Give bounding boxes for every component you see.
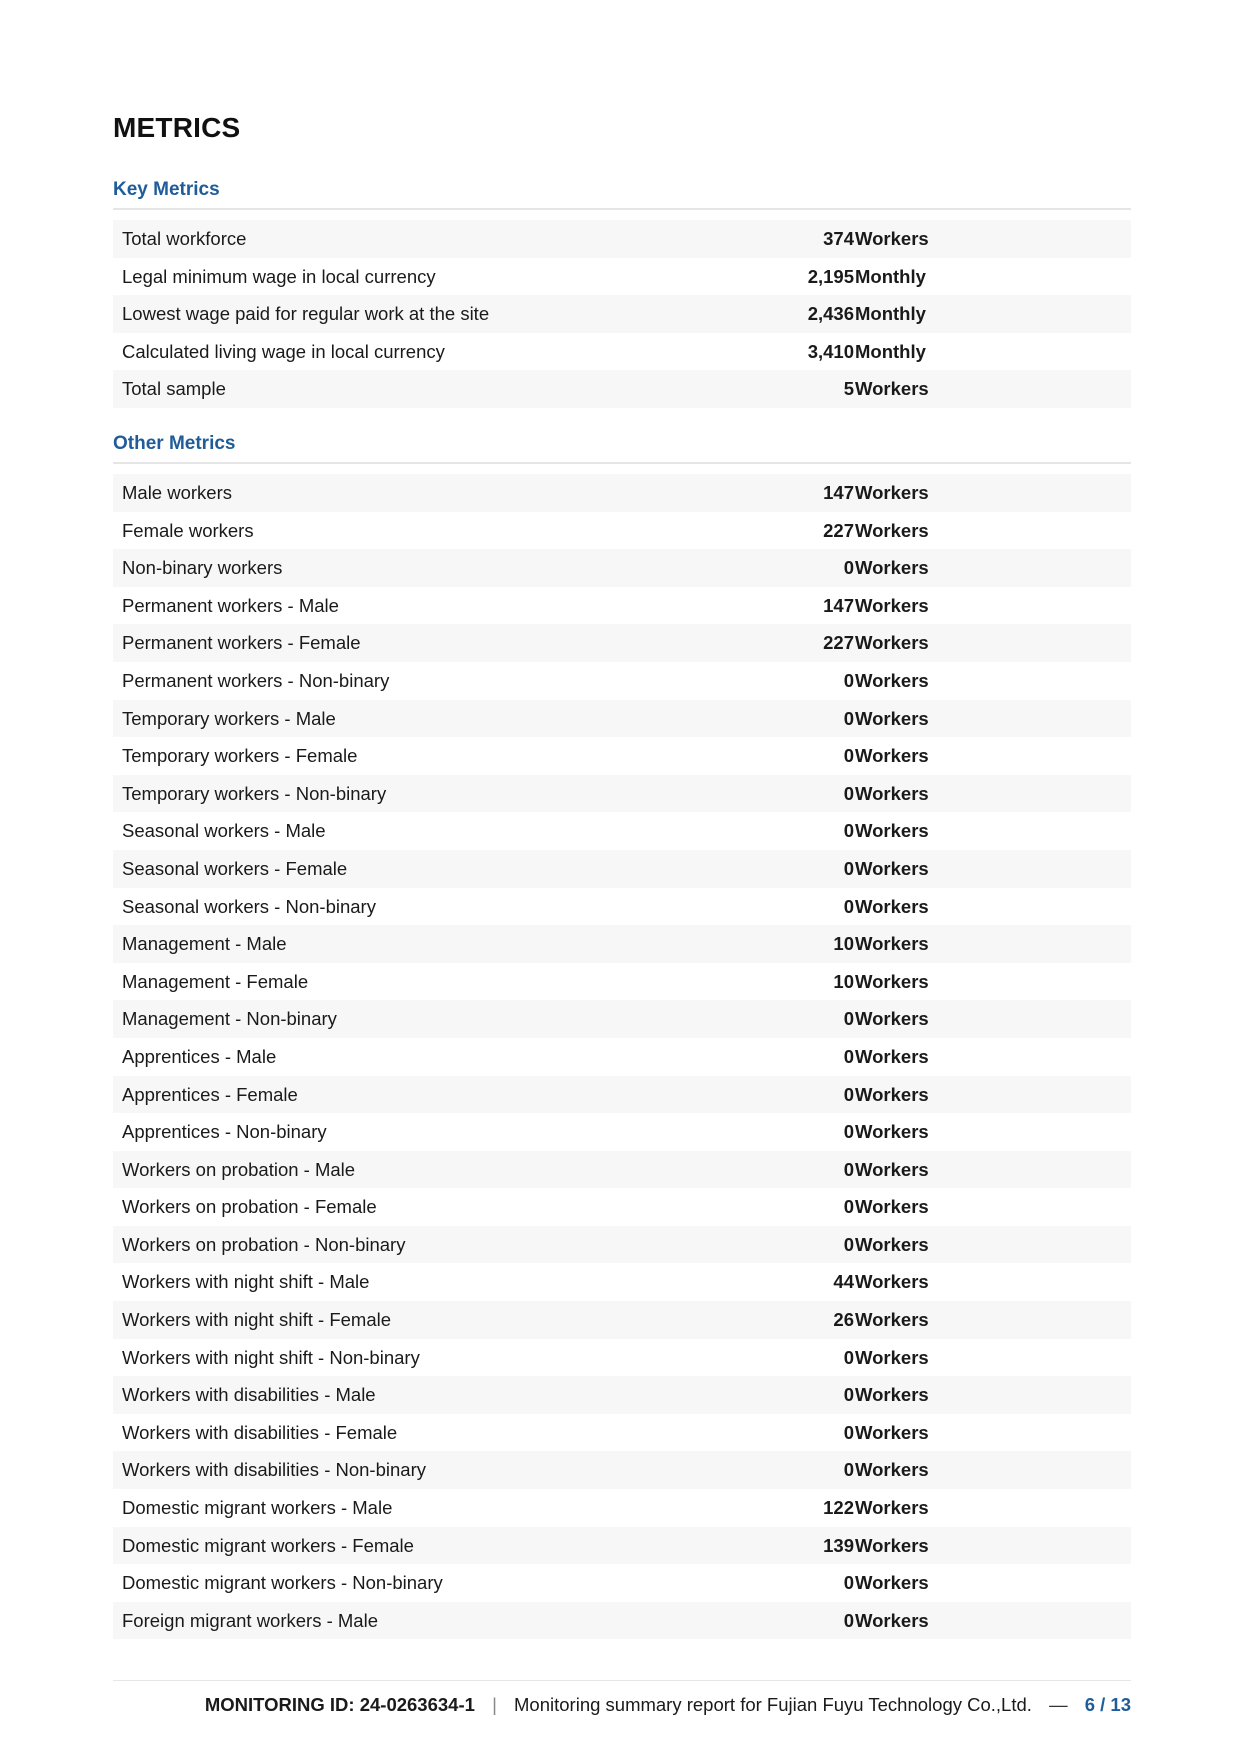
metric-unit: Workers bbox=[855, 1309, 929, 1331]
metric-row bbox=[113, 370, 1131, 408]
metric-unit: Workers bbox=[855, 594, 929, 616]
metric-value: 0 bbox=[843, 745, 854, 767]
footer-separator: | bbox=[492, 1694, 497, 1715]
metric-label: Apprentices - Male bbox=[122, 1045, 277, 1067]
metric-label: Seasonal workers - Female bbox=[122, 857, 348, 879]
metric-unit: Workers bbox=[855, 1045, 929, 1067]
metric-row bbox=[113, 1113, 1131, 1151]
metric-row bbox=[113, 1451, 1131, 1489]
metric-value: 0 bbox=[843, 1384, 854, 1406]
metric-value: 0 bbox=[843, 1609, 854, 1631]
footer-dash: — bbox=[1049, 1694, 1068, 1715]
other-metrics-heading: Other Metrics bbox=[113, 430, 1131, 464]
metric-value: 0 bbox=[843, 1346, 854, 1368]
metric-row bbox=[113, 1489, 1131, 1527]
metric-row bbox=[113, 587, 1131, 625]
metric-row bbox=[113, 700, 1131, 738]
metric-unit: Workers bbox=[855, 1233, 929, 1255]
metric-label: Temporary workers - Male bbox=[122, 707, 336, 729]
metric-row bbox=[113, 1151, 1131, 1189]
metric-unit: Workers bbox=[855, 1534, 929, 1556]
metric-row bbox=[113, 1000, 1131, 1038]
page-footer bbox=[205, 1694, 1131, 1716]
metric-row bbox=[113, 220, 1131, 258]
metric-row bbox=[113, 1076, 1131, 1114]
metric-value: 2,436 bbox=[807, 303, 854, 325]
metric-unit: Workers bbox=[855, 1572, 929, 1594]
metric-unit: Workers bbox=[855, 1083, 929, 1105]
metric-unit: Workers bbox=[855, 970, 929, 992]
metric-unit: Workers bbox=[855, 1421, 929, 1443]
metric-label: Temporary workers - Non-binary bbox=[122, 782, 387, 804]
metric-label: Total workforce bbox=[122, 228, 247, 249]
metric-value: 0 bbox=[843, 1121, 854, 1143]
metric-value: 227 bbox=[823, 519, 854, 541]
metric-row bbox=[113, 888, 1131, 926]
metric-row bbox=[113, 1527, 1131, 1565]
metric-label: Domestic migrant workers - Non-binary bbox=[122, 1572, 443, 1594]
metric-label: Seasonal workers - Non-binary bbox=[122, 895, 376, 917]
metric-value: 0 bbox=[843, 1233, 854, 1255]
key-metrics-section bbox=[113, 176, 1131, 408]
metric-unit: Workers bbox=[855, 820, 929, 842]
metric-row bbox=[113, 1188, 1131, 1226]
metric-value: 0 bbox=[843, 1196, 854, 1218]
metric-unit: Workers bbox=[855, 782, 929, 804]
metric-label: Temporary workers - Female bbox=[122, 745, 358, 767]
metric-label: Domestic migrant workers - Male bbox=[122, 1497, 393, 1519]
footer-divider bbox=[113, 1680, 1131, 1681]
metric-row bbox=[113, 1263, 1131, 1301]
metric-value: 2,195 bbox=[807, 265, 854, 287]
metric-row bbox=[113, 295, 1131, 333]
metric-unit: Workers bbox=[855, 1609, 929, 1631]
metric-row bbox=[113, 333, 1131, 371]
metric-unit: Workers bbox=[855, 482, 929, 503]
metric-unit: Workers bbox=[855, 1008, 929, 1030]
metric-label: Male workers bbox=[122, 482, 232, 503]
metric-value: 122 bbox=[823, 1497, 854, 1519]
metric-value: 5 bbox=[843, 378, 854, 400]
metric-value: 0 bbox=[843, 1421, 854, 1443]
metric-label: Workers with night shift - Non-binary bbox=[122, 1346, 420, 1368]
metric-label: Female workers bbox=[122, 519, 254, 541]
metric-label: Workers on probation - Female bbox=[122, 1196, 377, 1218]
key-metrics-heading: Key Metrics bbox=[113, 176, 1131, 210]
metric-unit: Workers bbox=[855, 745, 929, 767]
page-title: METRICS bbox=[113, 112, 241, 143]
metric-row bbox=[113, 963, 1131, 1001]
metric-label: Management - Female bbox=[122, 970, 309, 992]
metric-unit: Workers bbox=[855, 378, 929, 400]
metric-label: Workers on probation - Male bbox=[122, 1158, 356, 1180]
metric-value: 0 bbox=[843, 1008, 854, 1030]
metric-row bbox=[113, 850, 1131, 888]
metric-value: 44 bbox=[833, 1271, 854, 1293]
metric-value: 0 bbox=[843, 1158, 854, 1180]
metric-value: 0 bbox=[843, 1045, 854, 1067]
metric-unit: Workers bbox=[855, 1121, 929, 1143]
metric-row bbox=[113, 1414, 1131, 1452]
metric-unit: Workers bbox=[855, 1271, 929, 1293]
metric-label: Management - Non-binary bbox=[122, 1008, 337, 1030]
metric-label: Apprentices - Non-binary bbox=[122, 1121, 327, 1143]
metric-unit: Workers bbox=[855, 933, 929, 955]
metric-value: 0 bbox=[843, 857, 854, 879]
metric-row bbox=[113, 474, 1131, 512]
metric-label: Legal minimum wage in local currency bbox=[122, 265, 436, 287]
metric-value: 227 bbox=[823, 632, 854, 654]
monitoring-id: MONITORING ID: 24-0263634-1 bbox=[204, 1694, 475, 1715]
report-title: Monitoring summary report for Fujian Fuyu Technology Co.,Ltd. bbox=[514, 1694, 1032, 1715]
metric-value: 0 bbox=[843, 707, 854, 729]
metric-row bbox=[113, 512, 1131, 550]
metric-row bbox=[113, 549, 1131, 587]
metric-label: Management - Male bbox=[122, 933, 287, 955]
metric-unit: Monthly bbox=[855, 265, 926, 287]
metric-row bbox=[113, 1038, 1131, 1076]
page-number: 6 / 13 bbox=[1084, 1694, 1131, 1715]
metric-label: Permanent workers - Female bbox=[122, 632, 361, 654]
metric-label: Seasonal workers - Male bbox=[122, 820, 326, 842]
metric-unit: Workers bbox=[855, 1196, 929, 1218]
metric-unit: Workers bbox=[855, 895, 929, 917]
metric-value: 3,410 bbox=[807, 340, 854, 362]
metric-label: Total sample bbox=[122, 378, 226, 400]
metric-label: Domestic migrant workers - Female bbox=[122, 1534, 414, 1556]
metric-row bbox=[113, 662, 1131, 700]
metric-value: 0 bbox=[843, 1083, 854, 1105]
metric-unit: Workers bbox=[855, 1459, 929, 1481]
metric-unit: Workers bbox=[855, 669, 929, 691]
metric-row bbox=[113, 1301, 1131, 1339]
metric-row bbox=[113, 1564, 1131, 1602]
metric-label: Foreign migrant workers - Male bbox=[122, 1609, 378, 1631]
metric-value: 0 bbox=[843, 895, 854, 917]
metric-row bbox=[113, 737, 1131, 775]
metric-row bbox=[113, 1339, 1131, 1377]
metric-row bbox=[113, 624, 1131, 662]
metric-unit: Workers bbox=[855, 1158, 929, 1180]
metric-value: 0 bbox=[843, 782, 854, 804]
metric-unit: Workers bbox=[855, 707, 929, 729]
metric-value: 0 bbox=[843, 1572, 854, 1594]
metric-value: 10 bbox=[833, 933, 854, 955]
metric-row bbox=[113, 812, 1131, 850]
metric-label: Calculated living wage in local currency bbox=[122, 340, 445, 362]
metric-row bbox=[113, 1376, 1131, 1414]
metric-label: Workers with night shift - Male bbox=[122, 1271, 370, 1293]
metric-label: Permanent workers - Male bbox=[122, 594, 339, 616]
metric-label: Lowest wage paid for regular work at the site bbox=[122, 303, 490, 325]
metric-label: Permanent workers - Non-binary bbox=[122, 669, 390, 691]
metric-row bbox=[113, 775, 1131, 813]
metric-value: 139 bbox=[823, 1534, 854, 1556]
metric-label: Workers with disabilities - Male bbox=[122, 1384, 376, 1406]
metric-value: 147 bbox=[823, 594, 854, 616]
other-metrics-section bbox=[113, 430, 1131, 1639]
metric-value: 0 bbox=[843, 820, 854, 842]
metric-row bbox=[113, 258, 1131, 296]
metric-row bbox=[113, 1602, 1131, 1640]
metric-unit: Workers bbox=[855, 1346, 929, 1368]
metric-label: Non-binary workers bbox=[122, 557, 283, 579]
metric-unit: Workers bbox=[855, 557, 929, 579]
metric-unit: Monthly bbox=[855, 340, 926, 362]
metric-label: Apprentices - Female bbox=[122, 1083, 298, 1105]
metric-unit: Workers bbox=[855, 632, 929, 654]
metric-unit: Workers bbox=[855, 1497, 929, 1519]
metric-value: 374 bbox=[823, 228, 854, 249]
other-metrics-list bbox=[113, 474, 1131, 1639]
metric-label: Workers with disabilities - Non-binary bbox=[122, 1459, 426, 1481]
metric-value: 147 bbox=[823, 482, 854, 503]
metric-row bbox=[113, 925, 1131, 963]
metric-value: 26 bbox=[833, 1309, 854, 1331]
metric-value: 0 bbox=[843, 1459, 854, 1481]
key-metrics-list bbox=[113, 220, 1131, 408]
metric-value: 10 bbox=[833, 970, 854, 992]
metric-label: Workers with disabilities - Female bbox=[122, 1421, 398, 1443]
metric-unit: Workers bbox=[855, 1384, 929, 1406]
metric-value: 0 bbox=[843, 669, 854, 691]
metric-unit: Workers bbox=[855, 519, 929, 541]
metric-row bbox=[113, 1226, 1131, 1264]
metric-label: Workers on probation - Non-binary bbox=[122, 1233, 406, 1255]
metric-value: 0 bbox=[843, 557, 854, 579]
metric-unit: Workers bbox=[855, 857, 929, 879]
metric-label: Workers with night shift - Female bbox=[122, 1309, 392, 1331]
metric-unit: Workers bbox=[855, 228, 929, 249]
metric-unit: Monthly bbox=[855, 303, 926, 325]
